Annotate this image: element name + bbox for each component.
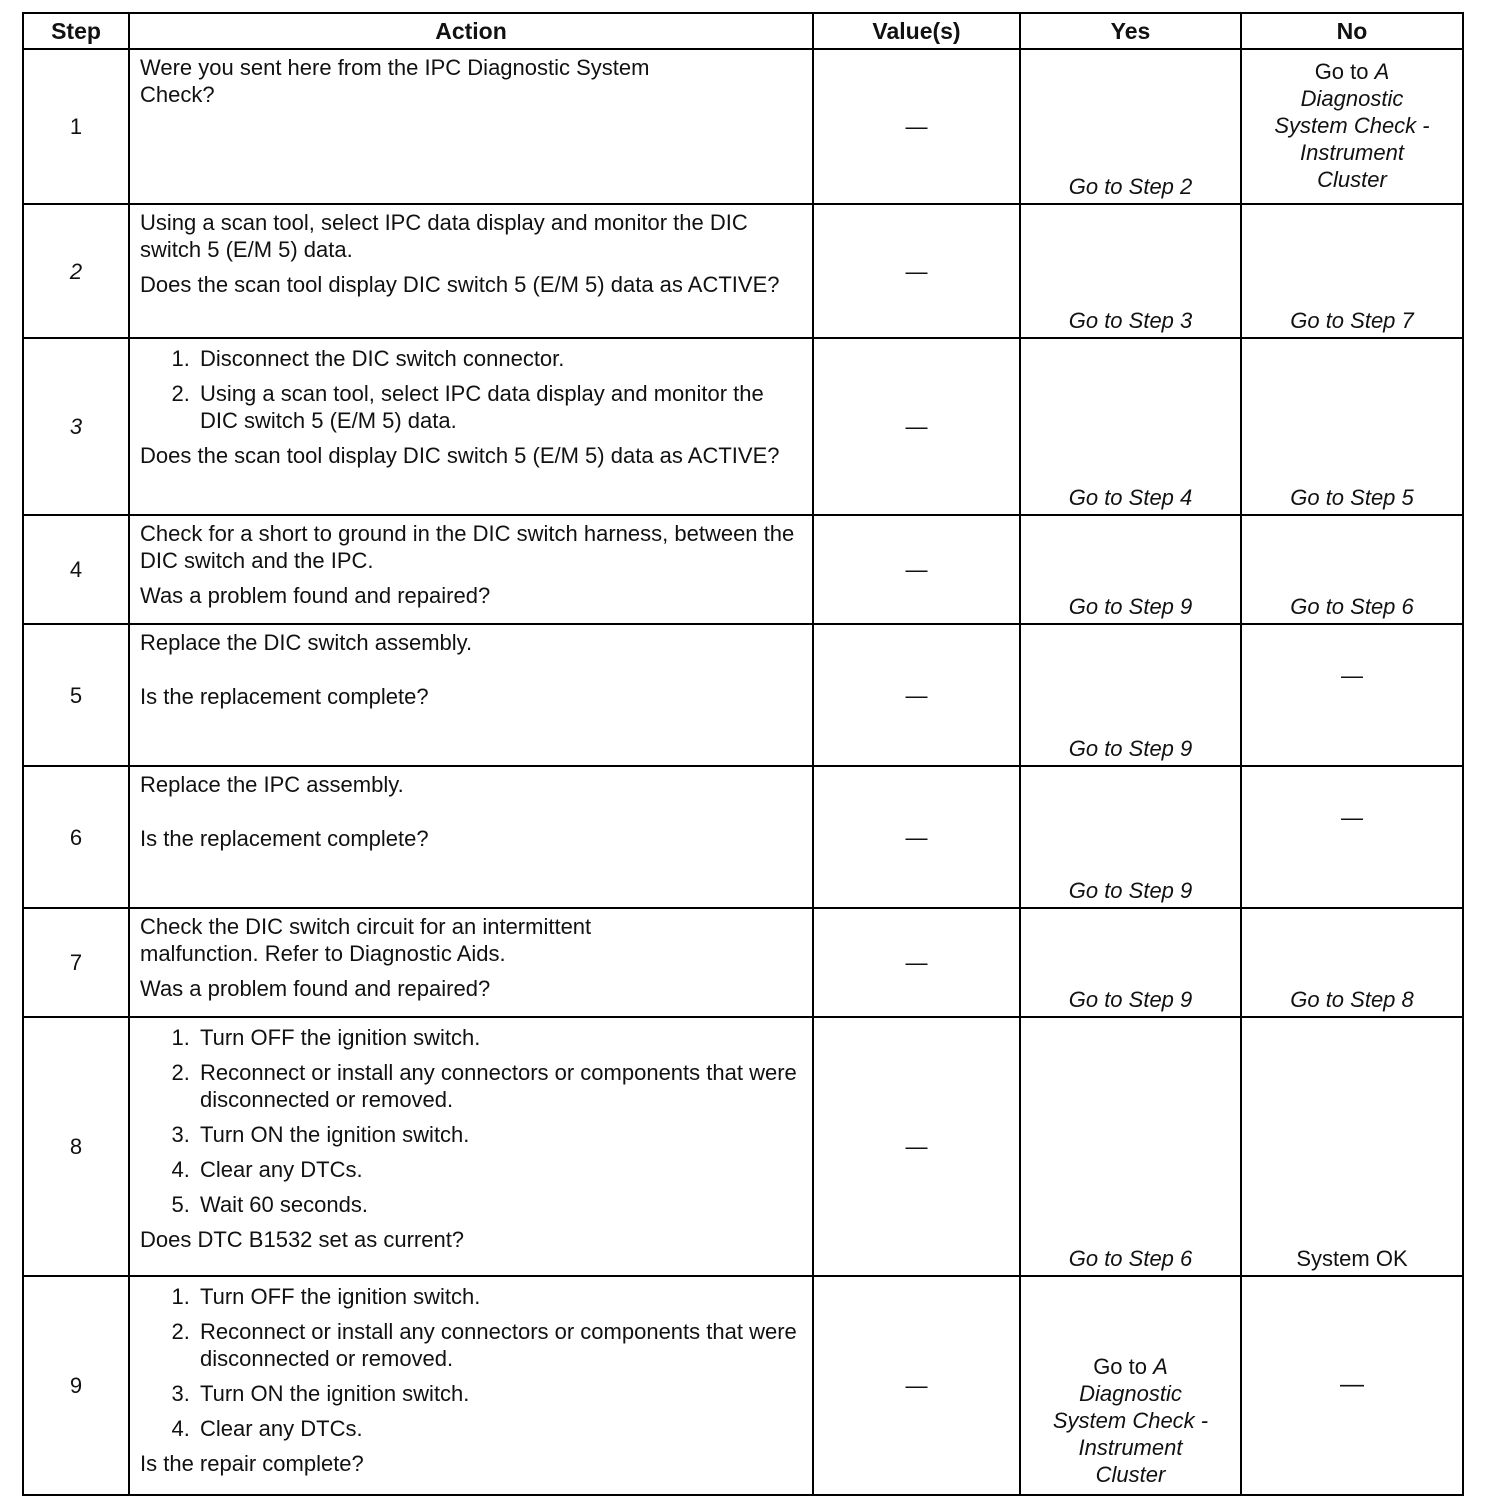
yes-cell	[1020, 766, 1241, 908]
value-cell: —	[813, 338, 1020, 515]
step-number: 3	[23, 338, 129, 515]
yes-cell	[1020, 1017, 1241, 1276]
action-cell	[129, 624, 813, 766]
no-cell: —	[1241, 1276, 1463, 1495]
table-row	[23, 49, 1463, 204]
yes-cell	[1020, 49, 1241, 204]
action-text: Check the DIC switch circuit for an intermittent malfunction. Refer to Diagnostic Aids.	[140, 914, 592, 966]
no-result: Go to Step 5	[1290, 485, 1414, 510]
header-step: Step	[23, 13, 129, 49]
yes-result: Go to Step 9	[1068, 736, 1193, 761]
table-row	[23, 515, 1463, 624]
value-cell: —	[813, 624, 1020, 766]
step-number: 4	[23, 515, 129, 624]
action-steps	[140, 1283, 804, 1442]
step-number: 1	[23, 49, 129, 204]
yes-result-reference: Go to A Diagnostic System Check - Instrument Cluster	[1052, 1354, 1209, 1487]
action-question: Is the replacement complete?	[140, 684, 429, 709]
action-step-item: 2. Using a scan tool, select IPC data display and monitor the DIC switch 5 (E/M 5) data.	[196, 380, 804, 434]
action-cell	[129, 49, 813, 204]
action-cell	[129, 1276, 813, 1495]
yes-cell	[1020, 1276, 1241, 1495]
action-question: Is the replacement complete?	[140, 826, 429, 851]
action-step-item: 2. Reconnect or install any connectors or components that were disconnected or removed.	[196, 1059, 804, 1113]
no-cell	[1241, 1017, 1463, 1276]
table-row	[23, 1276, 1463, 1495]
no-result: Go to Step 8	[1290, 987, 1414, 1012]
value-cell: —	[813, 515, 1020, 624]
action-question: Is the repair complete?	[140, 1451, 364, 1476]
value-cell: —	[813, 766, 1020, 908]
action-cell	[129, 204, 813, 338]
yes-cell	[1020, 204, 1241, 338]
value-cell: —	[813, 908, 1020, 1017]
no-cell	[1241, 338, 1463, 515]
no-cell: —	[1241, 624, 1463, 766]
value-cell: —	[813, 49, 1020, 204]
action-text: Check for a short to ground in the DIC switch harness, between the DIC switch and the IPC.	[140, 521, 795, 573]
yes-cell	[1020, 338, 1241, 515]
action-text: Replace the IPC assembly.	[140, 772, 404, 797]
action-steps	[140, 345, 804, 434]
action-step-item: 4. Clear any DTCs.	[196, 1156, 804, 1183]
yes-cell	[1020, 908, 1241, 1017]
header-action: Action	[129, 13, 813, 49]
table-row	[23, 766, 1463, 908]
yes-result: Go to Step 9	[1068, 987, 1193, 1012]
table-row	[23, 204, 1463, 338]
diagnostic-table	[22, 12, 1464, 1496]
yes-result: Go to Step 9	[1068, 878, 1193, 903]
action-steps	[140, 1024, 804, 1218]
value-cell: —	[813, 204, 1020, 338]
table-row	[23, 1017, 1463, 1276]
action-step-item: 3. Turn ON the ignition switch.	[196, 1121, 804, 1148]
action-cell	[129, 515, 813, 624]
table-row	[23, 908, 1463, 1017]
no-result: System OK	[1296, 1246, 1408, 1271]
action-question: Does the scan tool display DIC switch 5 (E/M 5) data as ACTIVE?	[140, 272, 780, 297]
action-step-item: 1. Turn OFF the ignition switch.	[196, 1283, 804, 1310]
value-cell: —	[813, 1017, 1020, 1276]
action-step-item: 1. Turn OFF the ignition switch.	[196, 1024, 804, 1051]
action-cell	[129, 338, 813, 515]
header-no: No	[1241, 13, 1463, 49]
table-row	[23, 624, 1463, 766]
action-question: Does the scan tool display DIC switch 5 (E/M 5) data as ACTIVE?	[140, 443, 780, 468]
yes-cell	[1020, 624, 1241, 766]
action-question: Does DTC B1532 set as current?	[140, 1227, 465, 1252]
action-step-item: 2. Reconnect or install any connectors or components that were disconnected or removed.	[196, 1318, 804, 1372]
no-result: Go to Step 6	[1290, 594, 1414, 619]
yes-cell	[1020, 515, 1241, 624]
no-cell	[1241, 204, 1463, 338]
action-step-item: 5. Wait 60 seconds.	[196, 1191, 804, 1218]
step-number: 6	[23, 766, 129, 908]
action-text: Were you sent here from the IPC Diagnostic System Check?	[140, 55, 650, 107]
step-number: 7	[23, 908, 129, 1017]
no-result: Go to Step 7	[1290, 308, 1414, 333]
no-cell	[1241, 515, 1463, 624]
step-number: 5	[23, 624, 129, 766]
yes-result: Go to Step 3	[1068, 308, 1193, 333]
step-number: 8	[23, 1017, 129, 1276]
no-cell	[1241, 49, 1463, 204]
yes-result: Go to Step 6	[1068, 1246, 1193, 1271]
action-cell	[129, 908, 813, 1017]
action-cell	[129, 1017, 813, 1276]
table-row	[23, 338, 1463, 515]
action-cell	[129, 766, 813, 908]
action-question: Was a problem found and repaired?	[140, 583, 491, 608]
yes-result: Go to Step 2	[1068, 174, 1193, 199]
yes-result: Go to Step 4	[1068, 485, 1193, 510]
yes-result: Go to Step 9	[1068, 594, 1193, 619]
action-question: Was a problem found and repaired?	[140, 976, 491, 1001]
header-values: Value(s)	[813, 13, 1020, 49]
step-number: 2	[23, 204, 129, 338]
header-row	[23, 13, 1463, 49]
action-text: Replace the DIC switch assembly.	[140, 630, 473, 655]
no-result-reference: Go to A Diagnostic System Check - Instrument Cluster	[1274, 58, 1430, 192]
action-text: Using a scan tool, select IPC data display and monitor the DIC switch 5 (E/M 5) data.	[140, 210, 748, 262]
no-cell	[1241, 908, 1463, 1017]
action-step-item: 3. Turn ON the ignition switch.	[196, 1380, 804, 1407]
action-step-item: 4. Clear any DTCs.	[196, 1415, 804, 1442]
header-yes: Yes	[1020, 13, 1241, 49]
value-cell: —	[813, 1276, 1020, 1495]
action-step-item: 1. Disconnect the DIC switch connector.	[196, 345, 804, 372]
step-number: 9	[23, 1276, 129, 1495]
no-cell: —	[1241, 766, 1463, 908]
